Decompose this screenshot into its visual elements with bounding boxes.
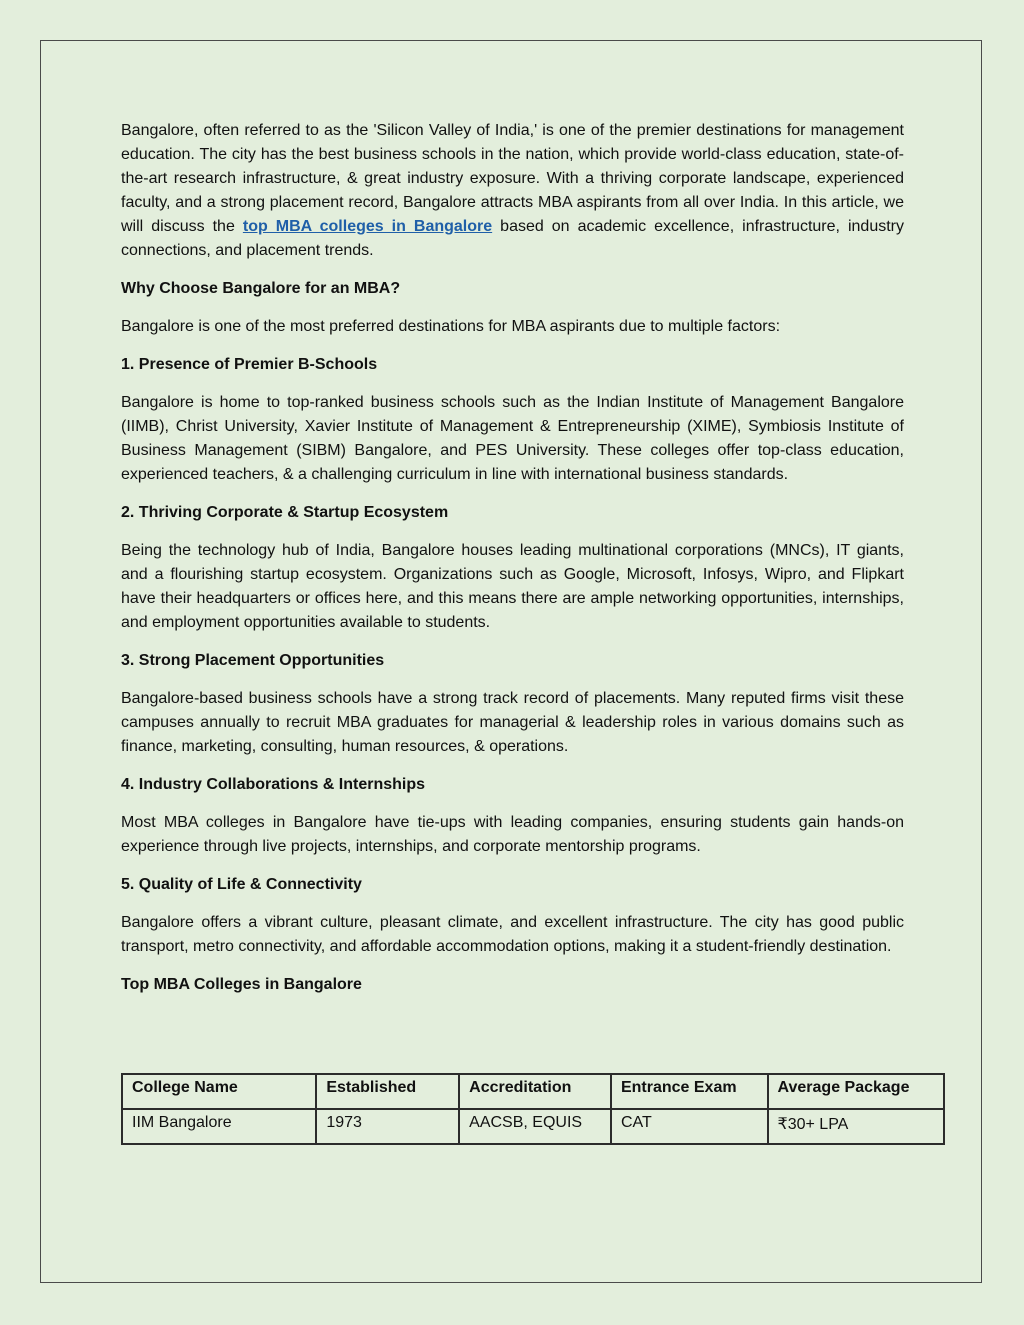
section-text-industry: Most MBA colleges in Bangalore have tie-ups with leading companies, ensuring students gain hands-on experience through live projects, internships, and corporate mentorship programs. — [121, 814, 904, 855]
header-average-package: Average Package — [768, 1074, 944, 1109]
intro-text-before-link: Bangalore, often referred to as the 'Silicon Valley of India,' is one of the premier destinations for management education. The city has the best business schools in the nation, which provide world-class education, state-of-the-art research infrastructure, & great industry exposure. With a thriving corporate landscape, experienced faculty, and a strong placement record, Bangalore attracts MBA aspirants from all over India. In this article, we will discuss the — [121, 122, 904, 235]
section-heading-quality-of-life: 5. Quality of Life & Connectivity — [121, 876, 362, 893]
section-text-quality-of-life: Bangalore offers a vibrant culture, pleasant climate, and excellent infrastructure. The city has good public transport, metro connectivity, and affordable accommodation options, making it a student-friendly destination. — [121, 914, 904, 955]
intro-paragraph — [121, 119, 904, 263]
why-choose-text: Bangalore is one of the most preferred destinations for MBA aspirants due to multiple factors: — [121, 318, 781, 335]
cell-accreditation: AACSB, EQUIS — [459, 1109, 611, 1144]
article-body — [121, 119, 904, 1011]
section-heading-corporate: 2. Thriving Corporate & Startup Ecosystem — [121, 504, 449, 521]
section-heading-placement: 3. Strong Placement Opportunities — [121, 652, 385, 669]
section-text-b-schools: Bangalore is home to top-ranked business schools such as the Indian Institute of Management Bangalore (IIMB), Christ University, Xavier Institute of Management & Entrepreneurship (XIME), Symbiosis Institute of Business Management (SIBM) Bangalore, and PES University. These colleges offer top-class education, experienced teachers, & a challenging curriculum in line with international business standards. — [121, 394, 904, 483]
header-college-name: College Name — [122, 1074, 316, 1109]
cell-established: 1973 — [316, 1109, 459, 1144]
intro-text-after-link: based on academic excellence, infrastructure, industry connections, and placement trends. — [121, 218, 905, 259]
section-text-placement: Bangalore-based business schools have a strong track record of placements. Many reputed firms visit these campuses annually to recruit MBA graduates for managerial & leadership roles in various domains such as finance, marketing, consulting, human resources, & operations. — [121, 690, 904, 755]
section-text-corporate: Being the technology hub of India, Bangalore houses leading multinational corporations (MNCs), IT giants, and a flourishing startup ecosystem. Organizations such as Google, Microsoft, Infosys, Wipro, and Flipkart have their headquarters or offices here, and this means there are ample networking opportunities, internships, and employment opportunities available to students. — [121, 542, 904, 631]
header-established: Established — [316, 1074, 459, 1109]
header-entrance-exam: Entrance Exam — [611, 1074, 768, 1109]
header-accreditation: Accreditation — [459, 1074, 611, 1109]
colleges-table — [121, 1073, 945, 1145]
cell-entrance-exam: CAT — [611, 1109, 768, 1144]
top-colleges-heading: Top MBA Colleges in Bangalore — [121, 976, 362, 993]
table-row — [122, 1109, 944, 1144]
why-choose-heading: Why Choose Bangalore for an MBA? — [121, 280, 401, 297]
top-mba-colleges-link[interactable]: top MBA colleges in Bangalore — [242, 218, 493, 235]
cell-college-name: IIM Bangalore — [122, 1109, 316, 1144]
section-heading-industry: 4. Industry Collaborations & Internships — [121, 776, 426, 793]
section-heading-b-schools: 1. Presence of Premier B-Schools — [121, 356, 378, 373]
cell-average-package: ₹30+ LPA — [768, 1109, 944, 1144]
table-header-row — [122, 1074, 944, 1109]
